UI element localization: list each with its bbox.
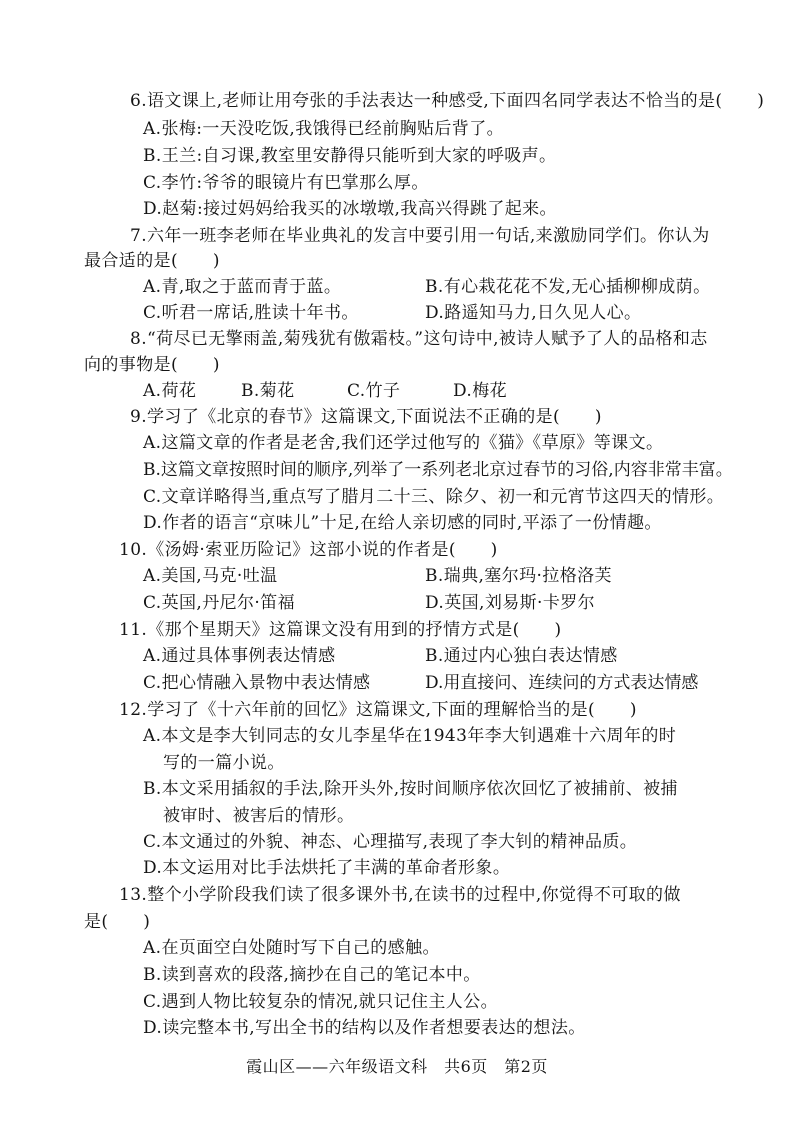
q12-option-c: C.本文通过的外貌、神态、心理描写,表现了李大钊的精神品质。 — [143, 832, 638, 852]
q11-option-d: D.用直接问、连续问的方式表达情感 — [425, 673, 699, 693]
question-13-stem: 13.整个小学阶段我们读了很多课外书,在读书的过程中,你觉得不可取的做 — [119, 885, 681, 905]
q12-option-b-cont: 被审时、被害后的情形。 — [163, 806, 355, 826]
q12-option-d: D.本文运用对比手法烘托了丰满的革命者形象。 — [143, 858, 511, 878]
question-12-stem: 12.学习了《十六年前的回忆》这篇课文,下面的理解恰当的是( ) — [119, 700, 637, 720]
q10-option-d: D.英国,刘易斯·卡罗尔 — [425, 593, 596, 613]
q12-option-a-cont: 写的一篇小说。 — [163, 753, 285, 773]
q11-option-c: C.把心情融入景物中表达情感 — [143, 673, 371, 693]
q9-option-a: A.这篇文章的作者是老舍,我们还学过他写的《猫》《草原》等课文。 — [143, 433, 664, 453]
question-6-stem: 6.语文课上,老师让用夸张的手法表达一种感受,下面四名同学表达不恰当的是( ) — [130, 91, 765, 111]
q9-option-d: D.作者的语言“京味儿”十足,在给人亲切感的同时,平添了一份情趣。 — [143, 513, 662, 533]
q8-option-c: C.竹子 — [347, 381, 401, 401]
q6-option-a: A.张梅:一天没吃饭,我饿得已经前胸贴后背了。 — [143, 119, 505, 139]
question-8-stem: 8.“荷尽已无擎雨盖,菊残犹有傲霜枝。”这句诗中,被诗人赋予了人的品格和志 — [130, 329, 708, 349]
question-9-stem: 9.学习了《北京的春节》这篇课文,下面说法不正确的是( ) — [130, 407, 602, 427]
q12-option-a: A.本文是李大钊同志的女儿李星华在1943年李大钊遇难十六周年的时 — [143, 726, 677, 746]
q9-option-c: C.文章详略得当,重点写了腊月二十三、除夕、初一和元宵节这四天的情形。 — [143, 487, 725, 507]
q11-option-a: A.通过具体事例表达情感 — [143, 646, 336, 666]
q9-option-b: B.这篇文章按照时间的顺序,列举了一系列老北京过春节的习俗,内容非常丰富。 — [143, 460, 733, 480]
q12-option-b: B.本文采用插叙的手法,除开头外,按时间顺序依次回忆了被捕前、被捕 — [143, 779, 678, 799]
q6-option-c: C.李竹:爷爷的眼镜片有巴掌那么厚。 — [143, 173, 429, 193]
question-11-stem: 11.《那个星期天》这篇课文没有用到的抒情方式是( ) — [119, 620, 562, 640]
q7-option-c: C.听君一席话,胜读十年书。 — [143, 303, 359, 323]
q6-option-d: D.赵菊:接过妈妈给我买的冰墩墩,我高兴得跳了起来。 — [143, 199, 557, 219]
q10-option-b: B.瑞典,塞尔玛·拉格洛芙 — [425, 566, 612, 586]
page-footer: 霞山区——六年级语文科 共6页 第2页 — [246, 1057, 548, 1076]
q13-option-b: B.读到喜欢的段落,摘抄在自己的笔记本中。 — [143, 965, 481, 985]
q8-option-a: A.荷花 — [143, 381, 197, 401]
q6-option-b: B.王兰:自习课,教室里安静得只能听到大家的呼吸声。 — [143, 146, 557, 166]
q13-option-d: D.读完整本书,写出全书的结构以及作者想要表达的想法。 — [143, 1018, 586, 1038]
question-7-stem: 7.六年一班李老师在毕业典礼的发言中要引用一句话,来激励同学们。你认为 — [130, 226, 710, 246]
q8-option-b: B.菊花 — [241, 381, 295, 401]
q13-option-c: C.遇到人物比较复杂的情况,就只记住主人公。 — [143, 992, 499, 1012]
q7-option-b: B.有心栽花花不发,无心插柳柳成荫。 — [425, 277, 711, 297]
q8-option-d: D.梅花 — [453, 381, 508, 401]
question-8-stem-cont: 向的事物是( ) — [84, 355, 220, 375]
q10-option-c: C.英国,丹尼尔·笛福 — [143, 593, 296, 613]
question-7-stem-cont: 最合适的是( ) — [84, 251, 220, 271]
q11-option-b: B.通过内心独白表达情感 — [425, 646, 618, 666]
question-10-stem: 10.《汤姆·索亚历险记》这部小说的作者是( ) — [119, 540, 498, 560]
q7-option-a: A.青,取之于蓝而青于蓝。 — [143, 277, 342, 297]
q7-option-d: D.路遥知马力,日久见人心。 — [425, 303, 642, 323]
q13-option-a: A.在页面空白处随时写下自己的感触。 — [143, 938, 440, 958]
q10-option-a: A.美国,马克·吐温 — [143, 566, 278, 586]
question-13-stem-cont: 是( ) — [84, 912, 151, 932]
